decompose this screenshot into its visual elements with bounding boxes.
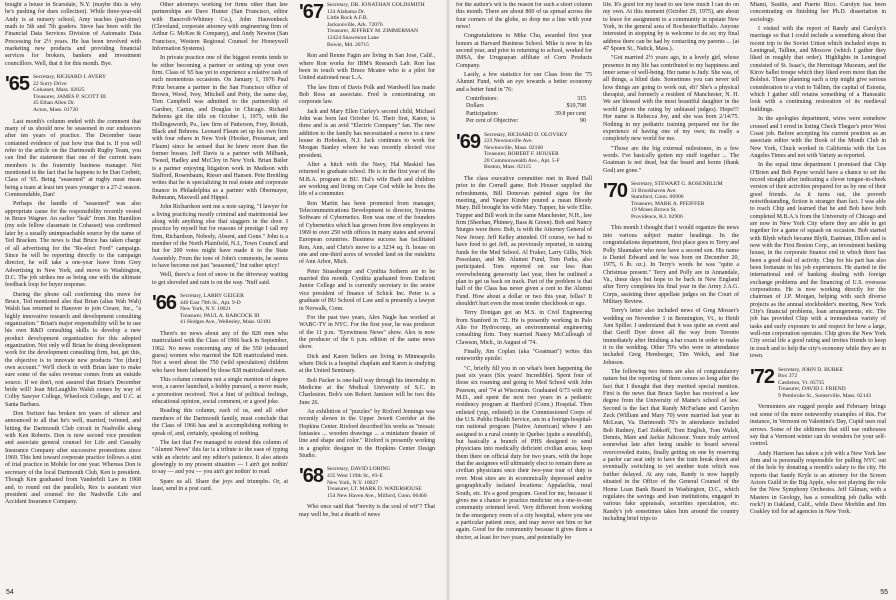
stat-value: 90 — [580, 118, 586, 125]
paragraph: During the phone call confirming this move for Bruce, Ted mentioned also that Brian (alias Wah Wah) Walsh has returned to Hanover to join Creare, Inc., "a highly innovative research and development consulting organization." Brian's major responsibility will be to use his own R&D consulting skills to develop a new product development organization for this adopted organization. Not only will Brian be doing development work for the development consulting firm, but, get this, the objective is to innovate new products "for [their] own account." We'll check in with Brian later to make sure some of the sales revenue comes from an outside source. If we don't, rest assured that Brian's December bride will! Jean McLaughlin Walsh comes by way of Colby Sawyer College, Wheelock College, and U.C. at Santa Barbara. — [5, 291, 141, 408]
address-line: 12424 Shawmont Lane — [327, 34, 379, 41]
stat-label: Contributors: — [466, 96, 499, 103]
class-contacts — [180, 293, 271, 326]
paragraph: Terry Donigan got an M.S. in Civil Engineering from Stanford in '72. He is presently working in Palo Alto for Hydrocomp, an environmental engineering consulting firm. Tony married Nancy McCullough of Clawson, Mich., in August of '74. — [456, 310, 592, 346]
address-line: Newtonville, Mass. 02160 — [484, 144, 544, 151]
paragraph: Lastly, a few statistics for our Class from the '75 Alumni Fund, with an eye towards a better economy and a better fund in '76: — [456, 72, 592, 93]
treasurer-name: Treasurer, LT. MARK D. WATERHOUSE — [327, 486, 422, 493]
paragraph: Congratulations to Mike Chu, awarded first year honors at Harvard Business School. Mike is now in his second year, and prior to returning to school, worked for IMSA, the Uruguayan affiliate of Corn Products Company. — [456, 33, 592, 69]
paragraph: "Those are the big external milestones, in a few words. I've basically gotten my stuff together ... The Goatman is not dead, but the beard and horns (thank God) are gone." — [603, 145, 739, 174]
treasurer-name: Treasurer, ROBERT F. HOUSER — [484, 151, 559, 158]
stat-value: 315 — [577, 96, 586, 103]
class-year: '65 — [5, 73, 30, 96]
address-line: 28 Commonwealth Ave., Apt. 5-F — [484, 157, 560, 164]
class-1972-header — [750, 367, 886, 400]
address-line: 22 Surry Drive — [33, 80, 67, 87]
paragraph: Well, there's a foot of snow in the driveway waiting to get shoveled and rain is on the way. 'Nuff said. — [152, 272, 288, 286]
treasurer-name: Treasurer, MARK A. PFEIFFER — [631, 200, 705, 207]
class-contacts — [631, 181, 723, 221]
secretary-name: Secretary, STEWART G. ROSENBLUM — [631, 180, 723, 187]
paragraph: Jack and Mary Ellen Curley's second child, Michael John was born last October 16. Their first, Karen, is three and is an avid "Electric Company" fan. The new addition to the family has necessitated a move to a new house in Hoboken, N.J. Jack continues to work for Morgan Stanley where he was recently elected vice president. — [299, 108, 435, 159]
column-3 — [299, 2, 435, 521]
page-number-left: 54 — [6, 589, 14, 596]
address-line: Stamford, Conn. 06906 — [631, 194, 684, 201]
address-line: New York, N.Y. 10021 — [180, 306, 232, 313]
address-line: 41 Hodges Ave., Wellesley, Mass. 02181 — [180, 319, 272, 326]
paragraph: for the author's wit is the reason for such a short column this month. There are about 800 of us spread across the four corners of the globe, so drop me a line with your news! — [456, 2, 592, 31]
secretary-name: Secretary, DR. JONATHAN GOLDSMITH — [327, 2, 425, 8]
class-contacts — [484, 132, 568, 172]
paragraph: Spare us all. Share the joys and triumphs. Or, at least, send in a post card. — [152, 478, 288, 492]
secretary-name: Secretary, JOHN D. BURKE — [778, 366, 844, 373]
class-contacts — [327, 466, 427, 499]
paragraph: "C, briefly fill you in on what's been happening the past six years (Six years! Incredible). Spent four of those six roaming and going to Med School with John Pearson, and '74 at Wisconsin. Graduated 6/73 with my M.D., and spent the next two years in a pediatric residency program at Hartford (Conn.) Hospital. Then enlisted (yup, enlisted) in the Commissioned Corps of the U.S. Public Health Service, am in a foreign-hospital-run national program [Native American] where I am assigned to a rural county in Quebec (quite a mouthful), but basically a branch of PHS designed to send physicians into medically deficient civilian areas, keep them there on official duty for two years, with the hope that the assignees will ultimately elect to remain there as civilian physicians once their two-year tour of duty is over. Most sites are in economically depressed and/or geographically isolated locations: Appalachia, rural South, etc. It's a good program. Good for me, because it gives me a chance to practice medicine on a one-to-one community oriented level. Very different from working in the emergency room of a city hospital, where you see a particular patient once, and may never see him or her again. Good for the community because it gives them a doctor, at least for two years, and potentially for — [456, 365, 592, 541]
paragraph: Other attorneys working for firms other than law partnerships are Dave Hunter (San Francisco, editor with Bancroft-Whitney Co.), John Hauvenbeck (Cleveland, corporate attorney with engineering firm of Arthur G. McKee & Company), and Andy Newton (San Francisco, Western Regional Counsel for Honeywell Information Systems). — [152, 2, 288, 53]
stat-row — [466, 103, 586, 110]
class-contacts — [33, 74, 106, 114]
paragraph: Bob Packer is one-half way through his internship in Medicine at the Medical University of S.C. in Charleston. Bob's son Robert Jamison will be two this June 26. — [299, 377, 435, 406]
treasurer-name: Treasurer, JAMES P. SCOTT III — [33, 93, 106, 100]
address-line: 223 Newtonville Ave. — [484, 138, 533, 145]
address-line: 19 Moses Brown St. — [631, 207, 677, 214]
address-line: 9 Pembroke St., Somerville, Mass. 02143 — [778, 392, 872, 399]
paragraph: I visited with the report of Randy and Carolyn's marriage so that I could include a something about that recent trip to the Soviet Union which included stops in Leningrad, Tallinn, and Moscow (which I gather they liked in roughly that order). Highlights in Leningrad consisted of St. Isaac's, the Hermitage Museum, and the Kirov ballet troupe which they liked even more than the Bolshoi. Those planning such a trip might give serious consideration to a visit to Tallinn, the capital of Estonia, which I gather still retains something of a Hanseatic look with a continuing restoration of its medieval buildings. — [750, 26, 886, 113]
class-year: '66 — [152, 292, 177, 315]
paragraph: After a hitch with the Navy, Hal Maskiel has returned to graduate school. He is in the first year of the M.B.A. program at BU. Hal's wife Barb and children are working and living on Cape Cod while he lives the life of a commuter. — [299, 161, 435, 198]
secretary-name: Secretary, DAVID LORING — [327, 466, 391, 473]
address-line: 435 West 119th St., #3-E — [327, 472, 383, 479]
address-line: 440 East 79th St., Apt. 9-D — [180, 299, 241, 306]
stat-value: $10,798 — [566, 103, 586, 110]
address-line: Jacksonville, Ark. 72076 — [327, 21, 383, 28]
paragraph: Last month's column ended with the comment that many of us should now be seasoned in our endeavors after ten years of practice. The December issue contained evidence of just how true that is. If you will refer to the article on the Dartmouth Rugby Team, you can find the statement that one of the current team members is the fraternity business manager. Not mentioned is the fact that he happens to be Dan Corbett, Class of '65. Being "seasoned" at rugby must mean being a team at least ten years younger to a 27-2 season. Commendable, Dan! — [5, 118, 141, 199]
column-2 — [152, 2, 288, 495]
class-1967-header — [299, 2, 435, 48]
paragraph: Dick and Karen Sellers are living in Minneapolis where Dick is a hospital chaplain and Karen is studying at the United Seminary. — [299, 353, 435, 375]
address-line: 124 Alabama Dr. — [327, 8, 366, 15]
treasurer-name: Treasurer, PAUL A. BABCOCK III — [180, 312, 260, 319]
paragraph: In the apologies department, wires were somehow crossed and I erred in listing Check Thegze's prior West Coast job. Before accepting his current position as an associate editor with the Book of the Month Club in New York, Chuck worked in California with the Los Angeles Times and not with Variety as reported. — [750, 116, 886, 159]
treasurer-name: Treasurer, DAVID J. FRIEND — [778, 386, 846, 393]
class-year: '67 — [299, 2, 324, 23]
paragraph: For the past two years, Alex Nagle has worked at WABC-TV in NYC. For the first year, he was producer of the 11 p.m. "Eyewitness News" show. Alex is now the producer of the 6 p.m. edition of the same news show. — [299, 314, 435, 351]
class-contacts — [327, 2, 425, 48]
paragraph: Perhaps the handle of "seasoned" was also appropriate cause for the responsibility recently vested in Bruce Wagner. An earlier "leak" from Jim Hamilton (my sole fellow classmate in Cohasset) was confirmed later by a usually unimpeachable source by the name of Ted Bracken. The news is that Bruce has taken charge of all advertising for the "Re-elect Ford" campaign. Since he will be reporting directly to the campaign director, he will take a one-year leave from Grey Advertising in New York, and move to Washington, D.C. The job strikes me as being one with the ultimate feedback loop for buyer response. — [5, 201, 141, 289]
stat-label: Dollars — [466, 103, 484, 110]
class-1970-header — [603, 181, 739, 221]
paragraph: An exhibition of "puzzles" by Rixford Jennings was recently shown in the Upper Jewett Corridor at the Hopkins Center. Rixford described his works as "mosaic fantasies ... wooden drawings ... a miniature theater of line and shape and color." Rixford is presently working in a graphic designer in the Hopkins Center Design Studio. — [299, 408, 435, 460]
paragraph: This column contains not a single mention of degree won, a career launched, a hobby pursued, a move made, a promotion received. Not a hint of political feelings, educational opinion, social comment, or a good joke. — [152, 377, 288, 406]
address-line: 154 New Haven Ave., Milford, Conn. 06460 — [327, 492, 427, 499]
paragraph: The law firm of Davis Polk and Wardwell has made Bob Ross an associate. Fred is concentrating on corporate law. — [299, 84, 435, 106]
paragraph: Reading this column, each of us, and all other members of the Dartmouth family, must conclude that the Class of 1966 has and is accomplishing nothing to speak of, and, certainly, speaking of nothing. — [152, 408, 288, 437]
address-line: 31 Brookhaven Ave. — [631, 187, 677, 194]
paragraph: Finally, Jim Coplan (aka "Goatman") writes this noteworthy epistle: — [456, 348, 592, 363]
address-line: New York, N.Y. 10027 — [327, 479, 379, 486]
paragraph: In private practice one of the biggest events tends to be either becoming a partner or setting up your own firm. Class of '65 has yet to experience a relative rash of such momentous occasions. On January 1, 1976 Paul Prinz became a partner in the San Francisco office of Brown, Wood, Ivey, Mitchell and Petty, the same day, Tom Campbell was admitted to the partnership of Gardner, Carton, and Douglas in Chicago. Richard Behrens got the title on October 1, 1975, with the Hollingsworth, Pa., law firm of Patterson, Frey, Rotuth, Black and Behrens. Leonard Flaum set up his own firm with four others in New York (Hooker, Pressman, and Flaum) since he sensed that he knew more than the former bosses. Jeff Davis is a partner with Milbank, Tweed, Hadley and McCloy in New York. Brian Bailer is a partner enjoying litigation work in Madison with Stafford, Rosenbaum, Rieser and Hansen. Pete Breitling writes that he is specializing in real estate and corporate finance in Philadelphia as a partner with Obermayer, Rebmann, Maxwell and Hippel. — [152, 55, 288, 201]
paragraph: The fact that I've managed to extend this column of "Alumni News" this far is a tribute to the ease of typing with an electric and my editor's patience. It also attests glowingly to my present situation — I ain't got nothin' to say — and you — you ain't got nothin' to read. — [152, 439, 288, 476]
column-1 — [5, 2, 141, 509]
page-number-right: 55 — [880, 589, 888, 596]
address-line: Castleton, Vt. 05735 — [778, 379, 825, 386]
class-1966-header — [152, 293, 288, 326]
class-year: '68 — [299, 465, 324, 488]
paragraph: The class executive committee met in Reed Hall prior to the Cornell game. Bob Houser supplied the refreshments, Bill Donovan painted signs for the meeting, and Yasper Kinder poured a mean Bloody Mary. Bill brought his wife Mary. Tupper, his wife Ellie. Tupper and Bill work in the same Manchester, N.H., law firm (Sheehan, Phinney, Bass & Green). Bob and Nancy Sturges were there. Bob, is with the Attorney General of New Jersey. Jeff Kelley attended. Of course, we had to have food to get Jeff, as previously reported, in raising funds for the Med School. Al Fraker, Larry Gillis, Nick Pessolano, and Mr. Alumni Fund, Tom Parks, also participated. Tom reported on our less than overwhelming generosity last year, then he outlined a plan to get us back on track. Part of the problem is that half of the Class has never given a cent to the Alumni Fund. How about a dollar or two this year, fellas? It shouldn't hurt even the most tender checkbook or ego. — [456, 176, 592, 307]
paragraph: Ron Martin has been promoted from manager, Telecommunications Development to director, Systems Software of Cybernetics. Ron was one of the founders of Cybernetics which has grown from five employees in 1969 to over 250 with offices in many states and several European countries. Business success has facilitated Ron, Ann, and Chris's move to a 3234 sq. ft. house on one and one-third acres of wooded land on the outskirts of Ann Arbor, Mich. — [299, 200, 435, 266]
class-1969-header — [456, 132, 592, 172]
class-year: '69 — [456, 130, 481, 153]
treasurer-name: Treasurer, JEFFREY M. ZIMMERMAN — [327, 28, 419, 35]
paragraph: Ron and Renne Fagin are living in San Jose, Calif., where Ron works for IBM's Research Lab. Ron has been in touch with Bruce Mcatee who is a pilot for United stationed near L.A. — [299, 53, 435, 82]
stat-value: 39.8 per cent — [554, 110, 586, 117]
column-5 — [603, 2, 739, 525]
paragraph: This month I thought that I would organize the news into various subject matter headings. In the congratulations department, first place goes to Terry and Polly Shumaker who now have a second son. His name is Daniel Edward and he was born on December 20, 1975, 6 lb. oz.). In Terry's words he was "quite a Christmas present." Terry and Polly are in Annandale, Va., these days but hope to be back in New England after Terry completes his final year in the Army J.A.G. Corps, assisting three appellate judges on the Court of Military Review. — [603, 225, 739, 305]
column-6 — [750, 2, 886, 519]
paragraph: "Got married 2½ years ago, to a lovely girl, whose presence in my life has contributed to my happiness and inner sense of well-being. Her name is Judy. She was, of all things, a blind date. Sometimes you can never tell how things are going to work out, eh? She's a physical therapist, and formerly a resident of Manchester, N. H. We are blessed with the most beautiful daughter in the world (given the rating by unbiased judges). Hope!!! Her name is Rebecca Joy, and she was born 2/14/75. Nothing in my pediatric training prepared me for the experience of having one of my own; its really a completely new world for me. — [603, 55, 739, 143]
paragraph: Don Switzer has broken ten years of silence and announced to all that he's well, married, twinned, and hitting the Dartmouth Club circuit in Nashville along with Ken Roberts. Don is now second vice president and associate general counsel for Life and Casualty Insurance Company after successive promotions since 1969. This lent toward corporate practice follows a stint of trial practice in Mobile for one year. Whereas Don is secretary of the local Dartmouth Club, Ken is president. Though Ken graduated from Vanderbilt Law in 1968 and, to round out the parallels, Rex is assistant vice president and counsel for the Nashville Life and Accident Insurance Company. — [5, 411, 141, 506]
paragraph: Who once said that "brevity is the soul of wit"? That may well be, but a dearth of news — [299, 504, 435, 518]
stat-label: Per cent of Objective: — [466, 118, 519, 125]
paragraph: bought a house in Scarsdale, N.Y. (maybe this is why he's pushing for dues collection). While three-year-old Andy is at nursery school, Amy teaches (part-time) math to 5th and 7th graders. Steve has been with the Financial Data Services Division of Automatic Data Processing for 2½ years. He has been involved with marketing new products and providing financial services for brokers, bankers and investment councillors. Well, that it for this month. Bye. — [5, 2, 141, 67]
page-gutter — [446, 0, 450, 600]
paragraph: life. It's good for my head to see how much I can do on my own. At this moment (October 29, 1975), am about to leave for assignment to a community in upstate New York, in the general area of Rochester/Buffalo. Anyone interested in stopping by is welcome to do so; my final address there can be had by contacting my parents ... (at 47 Spoen St., Natick, Mass.). — [603, 2, 739, 53]
address-line: Bowie, Md. 20715 — [327, 41, 369, 48]
class-1968-header — [299, 466, 435, 499]
stat-label: Participation: — [466, 110, 499, 117]
paragraph: Vermonters are rugged people and February brings out some of the more noteworthy examples of this. For instance, in Vermont on Valentine's Day, Cupid uses real arrows. Some of the oldtimers that still use outhouses say that a Vermont winter can do wonders for your self-control. — [750, 404, 886, 448]
column-4 — [456, 2, 592, 544]
paragraph: Andy Harrison has taken a job with a New York law firm and is personally responsible for pulling NYC out of the hole by donating a month's salary to the city. He reports that Sandy Kryle is an attorney for the Screen Actors Guild in the Big Apple, who not playing the role for the New Symphony Orchestra. Jeff Gilman, with a Masters in Geology, has a consulting job (talks with rock?) in Oakland, Calif., while Dave Morhlin and Jim Coakley toil for ad agencies in New York. — [750, 450, 886, 516]
class-year: '70 — [603, 179, 628, 202]
class-contacts — [778, 367, 871, 400]
address-line: Cohasset, Mass. 02025 — [33, 87, 85, 94]
class-1965-header — [5, 74, 141, 114]
class-year: '72 — [750, 365, 775, 388]
secretary-name: Secretary, RICHARD J. AVERY — [33, 74, 107, 81]
paragraph: Peter Strassberger and Cynthia Sothern are to be married this month. Cynthia graduated from Endicott Junior College and is currently secretary to the senior vice president of finance of Schick Inc. Peter is a graduate of BU School of Law and is presently a lawyer in Norwalk, Conn. — [299, 268, 435, 312]
paragraph: In the equal time department I promised that Chip O'Brien and Bob Payne would have a chance to set the record straight after indicating a clever tongue-in-cheek version of their activities prepared for us by one of their good friends. As it turns out, the proverb notwithstanding, fiction is stranger than fact. I was able to reach Chip and learned that he and Bob have both completed M.B.A.'s from the University of Chicago and are now in New York City where they are able to get together for a game of squash on occasion. Bob started with Blyth which became Blyth, Eastman, Dillon and is now with the First Boston Corp., an investment banking house, in the corporate finance end in which there has been a good deal of activity. Chip for his part has also been fortunate in his job experiences. He started in the international end of banking dealing with foreign exchange problems and the financing of U.S. overseas corporations. He is now working directly for the chairman of J.P. Morgan, helping with such diverse projects as the annual stockholder's meeting, New York City's financial problems, loan arrangements, etc. The job has provided Chip with a tremendous variety of tasks and early exposure to and respect for how a large, well-run corporation operates. Chip gives the New York City social life a good rating and invites friends to keep in touch and to help the city's economy while they are in town. — [750, 162, 886, 360]
address-line: Boston, Mass. 02115 — [484, 164, 532, 171]
address-line: Providence, R.I. 02906 — [631, 213, 683, 220]
stat-row — [466, 118, 586, 125]
paragraph: Miami, Seattle, and Puerto Rico. Carolyn has been concentrating on finishing her Ph.D. dissertation in sociology. — [750, 2, 886, 23]
address-line: Acton, Mass. 01720 — [33, 107, 79, 114]
paragraph: The following two items are also of congratulatory nature but the reporting of them comes so long after the fact that I thought that they merited special mention. First is the news that Bruce Saylor has received a law degree from the University of Maine's school of law. Second is the fact that Randy McFarlane and Carolyn Zeck (William and Mary 70) were married last year in McLean, Va. Dartmouth 70's in attendance included Bob Rudney, Earl Zubkoff, Tom English, Tom Walsh, Dennis, Mare and Jackie Julicoeur. Yours truly arrived somewhat late after being unable to board several overcrowded trains, finally getting on one by reserving a parlor car seat only to have the train break down and eventually switching to yet another train which was further delayed. At any rate, Randy is now happily situated in the Office of the General Counsel of the Home Loan Bank Board in Washington, D.C., which regulates the savings and loan institutions, engaged in various fake appraisals, securities speculation, etc. Randy's job sometimes takes him around the country including brief trips to — [603, 369, 739, 522]
paragraph: John Richardson sent me a note saying, "I lawyer for a living practicing mostly criminal and matrimonial law along with anything else that staggers in the door. I practice by myself but for reasons of prestige I call my firm, Richardson, Nobody, Absent, and Gone." John is a member of the North Plainfield, N.J., Town Council and but for 200 votes might have made it to the State Assembly. From the tone of John's comments, he seems to have become not just "seasoned," but rather spicy! — [152, 204, 288, 270]
secretary-name: Secretary, RICHARD D. OLOVSKY — [484, 131, 568, 138]
paragraph: Terry's letter also included news of Greg Mosser's wedding on November 1 in Bennington, Vt., to Heidi Ann Spiller. I understand that it was quite an event and that Geoff Dyer drove all the way from Toronto immediately after finishing a bar exam in order to make it to the wedding. Other 70's who were in attendance included Greg Hemberger, Tim Welch, and Star Johnson. — [603, 308, 739, 366]
secretary-name: Secretary, LARRY GEIGER — [180, 293, 244, 300]
address-line: Little Rock A.F.B. — [327, 15, 369, 22]
address-line: Box 372 — [778, 373, 798, 380]
paragraph: There's no news about any of the 828 men who matriculated with the Class of 1966 back in September, 1962. No news concerning any of the 550 (educated guess) women who married the 828 matriculated men. Not a word about the 750 (wild speculation) children who have been fathered by those 828 matriculated men. — [152, 331, 288, 374]
fund-statistics — [466, 96, 586, 125]
address-line: 45 Ethan Allen Dr. — [33, 100, 75, 107]
